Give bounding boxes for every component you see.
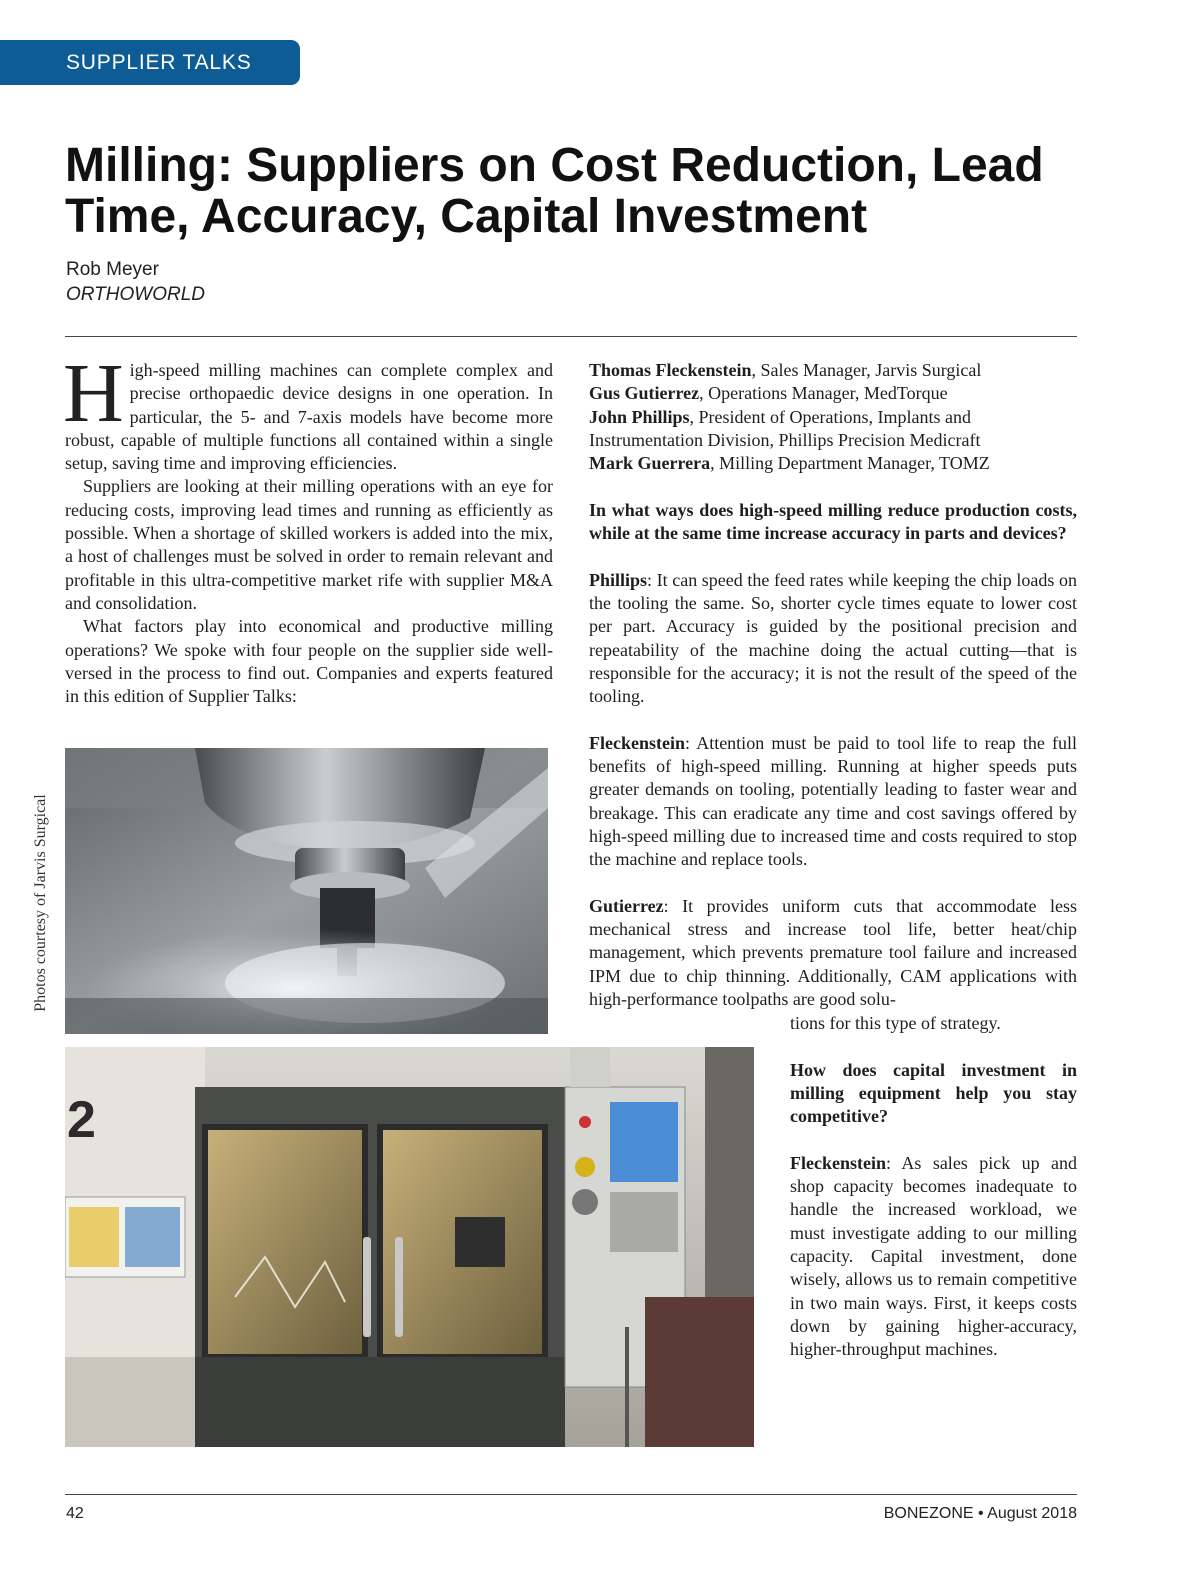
expert-title: , Operations Manager, MedTorque — [699, 383, 948, 404]
machine-number: 2 — [67, 1091, 96, 1149]
footer-divider — [65, 1494, 1077, 1495]
answer-phillips — [589, 569, 1077, 709]
cnc-machine-photo — [65, 1047, 754, 1447]
interview-column — [589, 359, 1077, 1011]
expert-title: , President of Operations, Implants and Instrumentation Division, Phillips Precision Medicraft — [589, 406, 981, 450]
header-divider — [65, 336, 1077, 337]
answer-gutierrez-continued: tions for this type of strategy. — [790, 1013, 1001, 1033]
expert-name: Gus Gutierrez — [589, 383, 700, 404]
answer-gutierrez — [589, 895, 1077, 1011]
section-tab — [0, 40, 300, 85]
question-1: In what ways does high-speed milling reduce production costs, while at the same time increase accuracy in parts and devices? — [589, 499, 1077, 544]
expert-item — [589, 382, 1077, 405]
author-organization: ORTHOWORLD — [66, 284, 205, 305]
intro-paragraph-2: Suppliers are looking at their milling operations with an eye for reducing costs, improving lead times and running as efficiently as possible. When a shortage of skilled workers is added into the mix, a host of challenges must be solved in order to remain relevant and profitable in this ultra-competitive market rife with supplier M&A and consolidation. — [65, 476, 553, 613]
page-number: 42 — [66, 1505, 84, 1522]
section-label: SUPPLIER TALKS — [66, 51, 252, 74]
author-name: Rob Meyer — [66, 259, 159, 280]
intro-column — [63, 347, 553, 708]
milling-spindle-illustration — [65, 748, 548, 1034]
expert-name: John Phillips — [589, 406, 690, 427]
expert-item — [589, 406, 1077, 453]
speaker-name: Phillips — [589, 569, 648, 590]
narrow-column — [790, 1012, 1077, 1361]
intro-paragraph-1-text: igh-speed milling machines can complete complex and precise orthopaedic device designs in one operation. In particular, the 5- and 7-axis models have become more robust, capable of multiple functions all contained within a single setup, saving time and improving efficiencies. — [65, 360, 553, 474]
answer-text: : It provides uniform cuts that accommodate less mechanical stress and increase tool life, better heat/chip management, which prevents premature tool failure and increased IPM due to chip thinning. Additionally, CAM applications with high-performance toolpaths are good solu- — [589, 895, 1077, 1010]
expert-item — [589, 452, 1077, 475]
drop-cap: H — [63, 347, 124, 440]
speaker-name: Fleckenstein — [790, 1152, 886, 1173]
question-2: How does capital investment in milling equipment help you stay competitive? — [790, 1059, 1077, 1127]
photo-credit: Photos courtesy of Jarvis Surgical — [32, 794, 49, 1012]
expert-name: Thomas Fleckenstein — [589, 360, 752, 380]
answer-text: : It can speed the feed rates while keeping the chip loads on the tooling the same. So, shorter cycle times equate to lower cost per part. Accuracy is guided by the positional precision and repeatability of the machine doing the actual cutting—that is responsible for the accuracy; it is not the result of the speed of the tooling. — [589, 569, 1077, 707]
milling-spindle-photo — [65, 748, 548, 1034]
speaker-name: Fleckenstein — [589, 732, 685, 753]
expert-name: Mark Guerrera — [589, 453, 711, 474]
intro-paragraph-1 — [63, 347, 553, 475]
expert-list — [589, 359, 1077, 475]
article-headline: Milling: Suppliers on Cost Reduction, Lead Time, Accuracy, Capital Investment — [65, 139, 1044, 243]
expert-title: , Milling Department Manager, TOMZ — [710, 453, 990, 474]
answer-fleckenstein-1 — [589, 732, 1077, 872]
expert-item — [589, 359, 1077, 382]
publication-info: BONEZONE • August 2018 — [883, 1505, 1077, 1522]
speaker-name: Gutierrez — [589, 895, 664, 916]
answer-text: : As sales pick up and shop capacity becomes inadequate to handle the increased workload, we must investigate adding to our milling capacity. Capital investment, done wisely, allows us to remain competitive in two main ways. First, it keeps costs down by gaining higher-accuracy, higher-throughput machines. — [790, 1152, 1077, 1360]
answer-fleckenstein-2 — [790, 1152, 1077, 1362]
answer-text: : Attention must be paid to tool life to reap the full benefits of high-speed milling. Running at higher speeds puts greater demands on tooling, potentially leading to faster wear and breakage. This can eradicate any time and cost savings offered by high-speed milling due to increased time and costs required to stop the machine and replace tools. — [589, 732, 1077, 870]
expert-title: , Sales Manager, Jarvis Surgical — [751, 360, 982, 380]
intro-paragraph-3: What factors play into economical and productive milling operations? We spoke with four people on the supplier side well-versed in the process to find out. Companies and experts featured in this edition of Supplier Talks: — [65, 616, 553, 707]
cnc-machine-illustration — [65, 1047, 754, 1447]
